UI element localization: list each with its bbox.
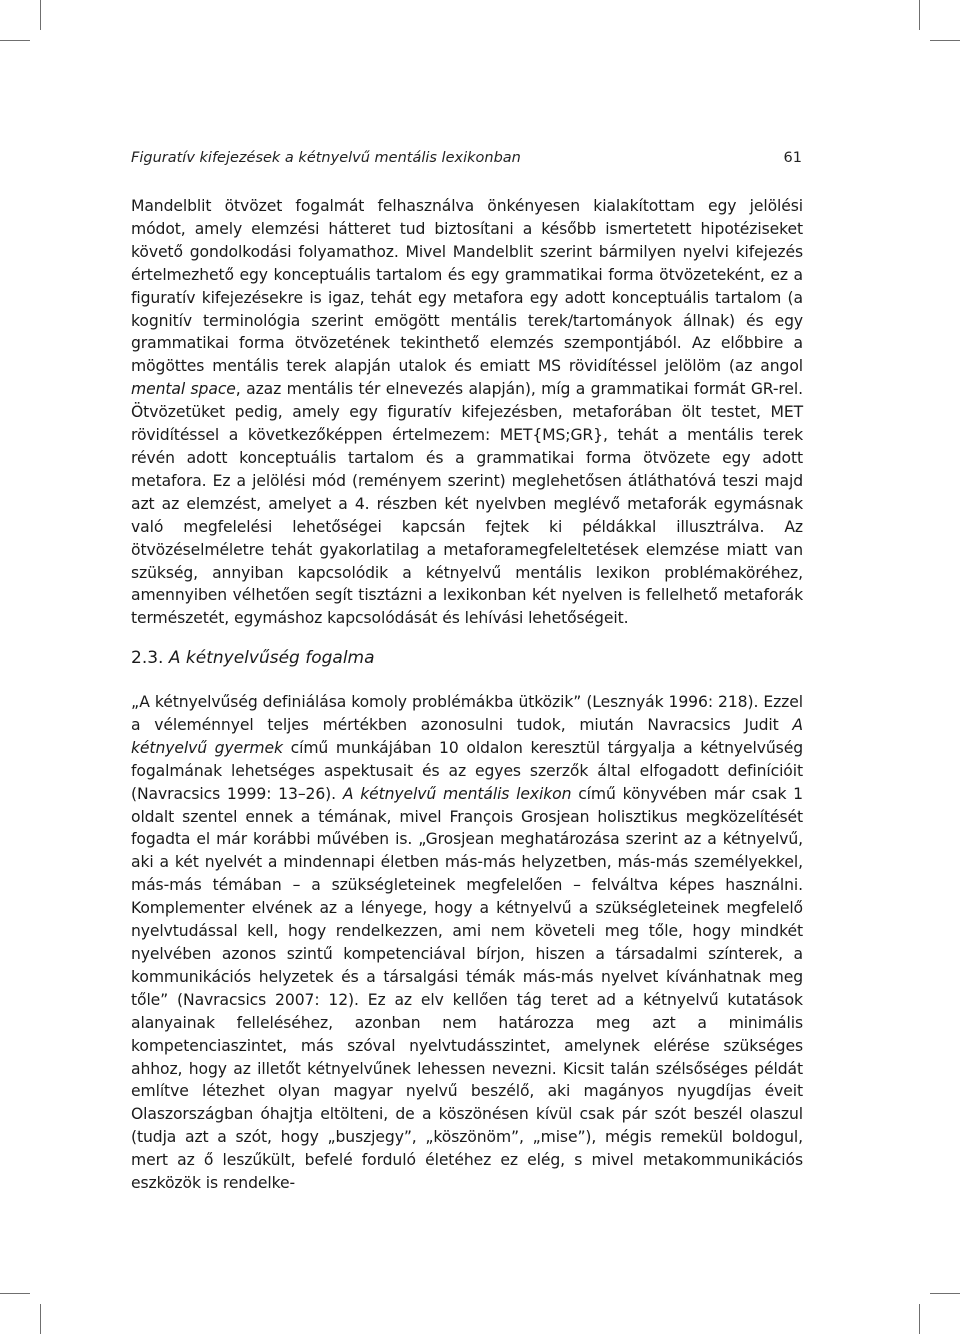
crop-mark-top-right-h xyxy=(930,40,960,41)
paragraph-2-text-c: című könyvében már csak 1 oldalt szentel ennek a témának, mivel François Grosjean holisztikus megközelítését fogadta el már korábbi művében is. „Grosjean meghatározása szerint az a kétnyelvű, aki a két nyelvét a mindennapi életben más-más helyzetben, más-más személyekkel, más-más témában – a szükségleteinek megfelelően – felváltva képes használni. Komplementer elvének az a lényege, hogy a kétnyelvű a szükségleteinek megfelelő nyelvtudással kell, hogy rendelkezzen, ami nem követeli meg tőle, hogy mindkét nyelvében azonos szintű kompetenciával bírjon, hiszen a társadalmi színterek, a kommunikációs helyzetek és a társalgási témák más-más nyelvet kívánhatnak meg tőle” (Navracsics 2007: 12). Ez az elv kellően tág teret ad a kétnyelvű kutatások alanyainak felleléséhez, azonban nem határozza meg azt a minimális kompetenciaszintet, más szóval nyelvtudásszintet, amelynek elérése szükséges ahhoz, hogy az illetőt kétnyelvűnek lehessen nevezni. Kicsit talán szélsőséges példát említve létezhet olyan magyar nyelvű beszélő, aki magányos nyugdíjas éveit Olaszországban óhajtja eltölteni, de a köszönésen kívül csak pár szót beszél olaszul (tudja azt a szót, hogy „buszjegy”, „köszönöm”, „mise”), mégis remekül boldogul, mert az ő leszűkült, befelé forduló életéhez ez elég, s mivel metakommunikációs eszközök is rendelke- xyxy=(131,784,803,1193)
paragraph-2-italic-b: A kétnyelvű mentális lexikon xyxy=(342,784,572,803)
page-number: 61 xyxy=(783,150,802,166)
section-heading xyxy=(131,648,375,668)
paragraph-1 xyxy=(131,195,803,630)
paragraph-2-italic-a: A kétnyelvű gyermek xyxy=(131,715,803,757)
section-number: 2.3. xyxy=(131,648,164,668)
crop-mark-bottom-left-h xyxy=(0,1293,30,1294)
running-head: Figuratív kifejezések a kétnyelvű mentális lexikonban xyxy=(131,150,521,166)
paragraph-2 xyxy=(131,691,803,1195)
crop-mark-top-left xyxy=(40,0,41,30)
paragraph-1-text: Mandelblit ötvözet fogalmát felhasználva önkényesen kialakítottam egy jelölési módot, amely elemzési hátteret tud biztosítani a később ismertetett hipotéziseket követő gondolkodási folyamathoz. Mivel Mandelblit szerint bármilyen nyelvi kifejezés értelmezhető egy konceptuális tartalom és egy grammatikai forma ötvözeteként, ez a figuratív kifejezésekre is igaz, tehát egy metafora egy adott konceptuális tartalom (a kognitív terminológia szerint emögött mentális terek/tartományok állnak) és egy grammatikai forma ötvözetének tekinthető elemzés szempontjából. Az előbbire a mögöttes mentális terek alapján utalok és emiatt MS rövidítéssel jelölöm (az angol xyxy=(131,197,803,376)
crop-mark-top-left-h xyxy=(0,40,30,41)
paragraph-2-text-a: „A kétnyelvűség definiálása komoly problémákba ütközik” (Lesznyák 1996: 218). Ezzel a véleménnyel teljes mértékben azonosulni tudok, miután Navracsics Judit xyxy=(131,693,803,734)
crop-mark-bottom-left xyxy=(40,1304,41,1334)
paragraph-1-italic-term: mental space xyxy=(131,380,236,399)
crop-mark-top-right xyxy=(919,0,920,30)
crop-mark-bottom-right-h xyxy=(930,1293,960,1294)
paragraph-1-text-after: , azaz mentális tér elnevezés alapján), míg a grammatikai formát GR-rel. Ötvözetüket pedig, amely egy figuratív kifejezésben, metaforában ölt testet, MET rövidítéssel a következőképpen értelmezem: MET{MS;GR}, tehát a mentális terek révén adott konceptuális tartalom és a grammatikai forma ötvözete egy adott metafora. Ez a jelölési mód (reményem szerint) meglehetősen átláthatóvá teszi majd azt az elemzést, amelyet a 4. részben két nyelvben meglévő metaforák egymásnak való megfelelési lehetőségei kapcsán fejtek ki példákkal illusztrálva. Az ötvözéselméletre tehát gyakorlatilag a metaforamegfeleltetések elemzése miatt van szükség, annyiban kapcsolódik a kétnyelvű mentális lexikon problémaköréhez, amennyiben vélhetően segít tisztázni a lexikonban két nyelven is fellelhető metaforák természetét, egymáshoz kapcsolódását és lehívási lehetőségeit. xyxy=(131,380,803,628)
section-title: A kétnyelvűség fogalma xyxy=(168,648,375,668)
paragraph-2-text-b: című munkájában 10 oldalon keresztül tárgyalja a kétnyelvűség fogalmának lehetséges aspektusait és az egyes szerzők által elfogadott definícióit (Navracsics 1999: 13–26). xyxy=(131,738,803,803)
crop-mark-bottom-right xyxy=(919,1304,920,1334)
